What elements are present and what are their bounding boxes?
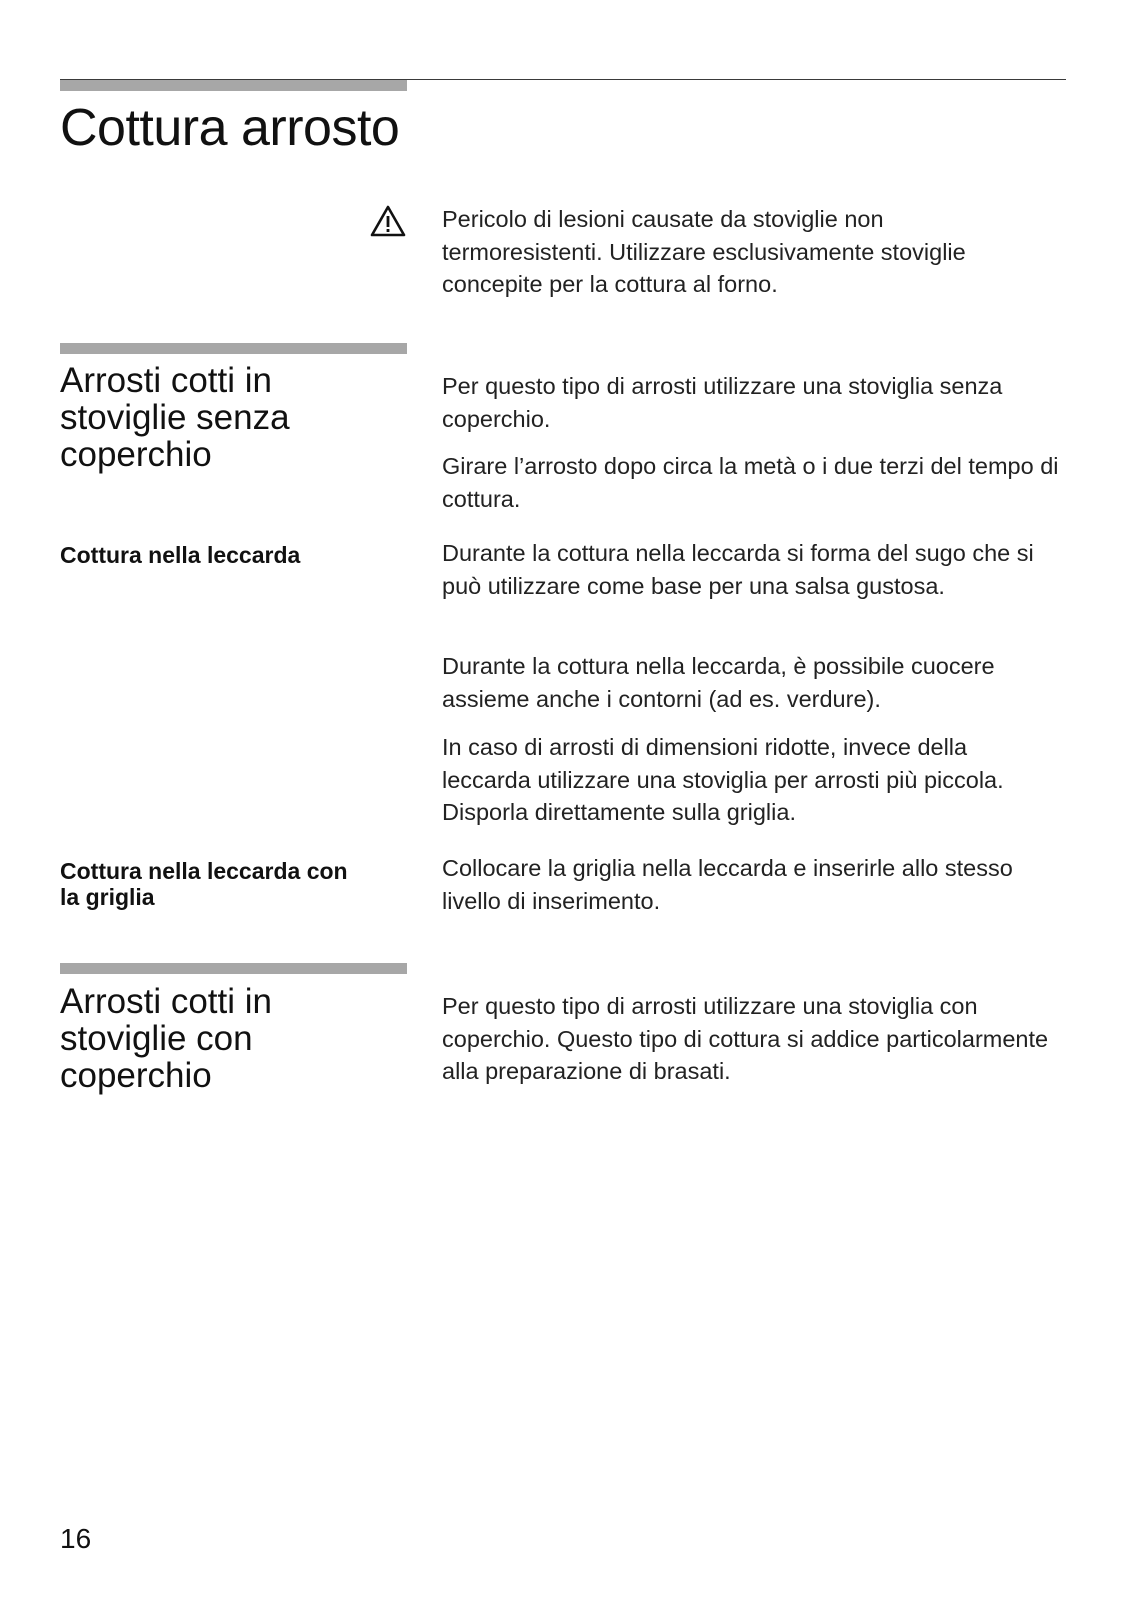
- section-heading-with-lid: Arrosti cotti in stoviglie con coperchio: [60, 982, 272, 1095]
- title-rule-thick: [60, 80, 407, 91]
- section2-paragraph: Per questo tipo di arrosti utilizzare una stoviglia con coperchio. Questo tipo di cottura si addice particolarmente alla preparazione di brasati.: [442, 993, 1049, 1084]
- section-heading-without-lid: Arrosti cotti in stoviglie senza coperchio: [60, 361, 290, 474]
- page-number: 16: [60, 1523, 92, 1554]
- section1-paragraph: Girare l’arrosto dopo circa la metà o i due terzi del tempo di cottura.: [442, 453, 1059, 512]
- section1-paragraph: Per questo tipo di arrosti utilizzare una stoviglia senza coperchio.: [442, 373, 1003, 432]
- subheading-drip-tray-with-rack: Cottura nella leccarda con la griglia: [60, 858, 348, 910]
- page-title: Cottura arrosto: [60, 99, 400, 157]
- sub1-paragraph: In caso di arrosti di dimensioni ridotte, invece della leccarda utilizzare una stoviglia per arrosti più piccola. Disporla direttamente sulla griglia.: [442, 734, 1004, 825]
- subheading-drip-tray: Cottura nella leccarda: [60, 542, 301, 568]
- warning-triangle-icon: [370, 205, 406, 237]
- sub2-paragraph: Collocare la griglia nella leccarda e inserirle allo stesso livello di inserimento.: [442, 855, 1013, 914]
- sub1-paragraph: Durante la cottura nella leccarda si forma del sugo che si può utilizzare come base per una salsa gustosa.: [442, 540, 1034, 599]
- warning-text: Pericolo di lesioni causate da stoviglie non termoresistenti. Utilizzare esclusivamente stoviglie concepite per la cottura al forno.: [442, 206, 966, 297]
- section-rule: [60, 343, 407, 354]
- sub1-paragraph: Durante la cottura nella leccarda, è possibile cuocere assieme anche i contorni (ad es. verdure).: [442, 653, 995, 712]
- section-rule: [60, 963, 407, 974]
- title-rule-thin: [60, 79, 1066, 80]
